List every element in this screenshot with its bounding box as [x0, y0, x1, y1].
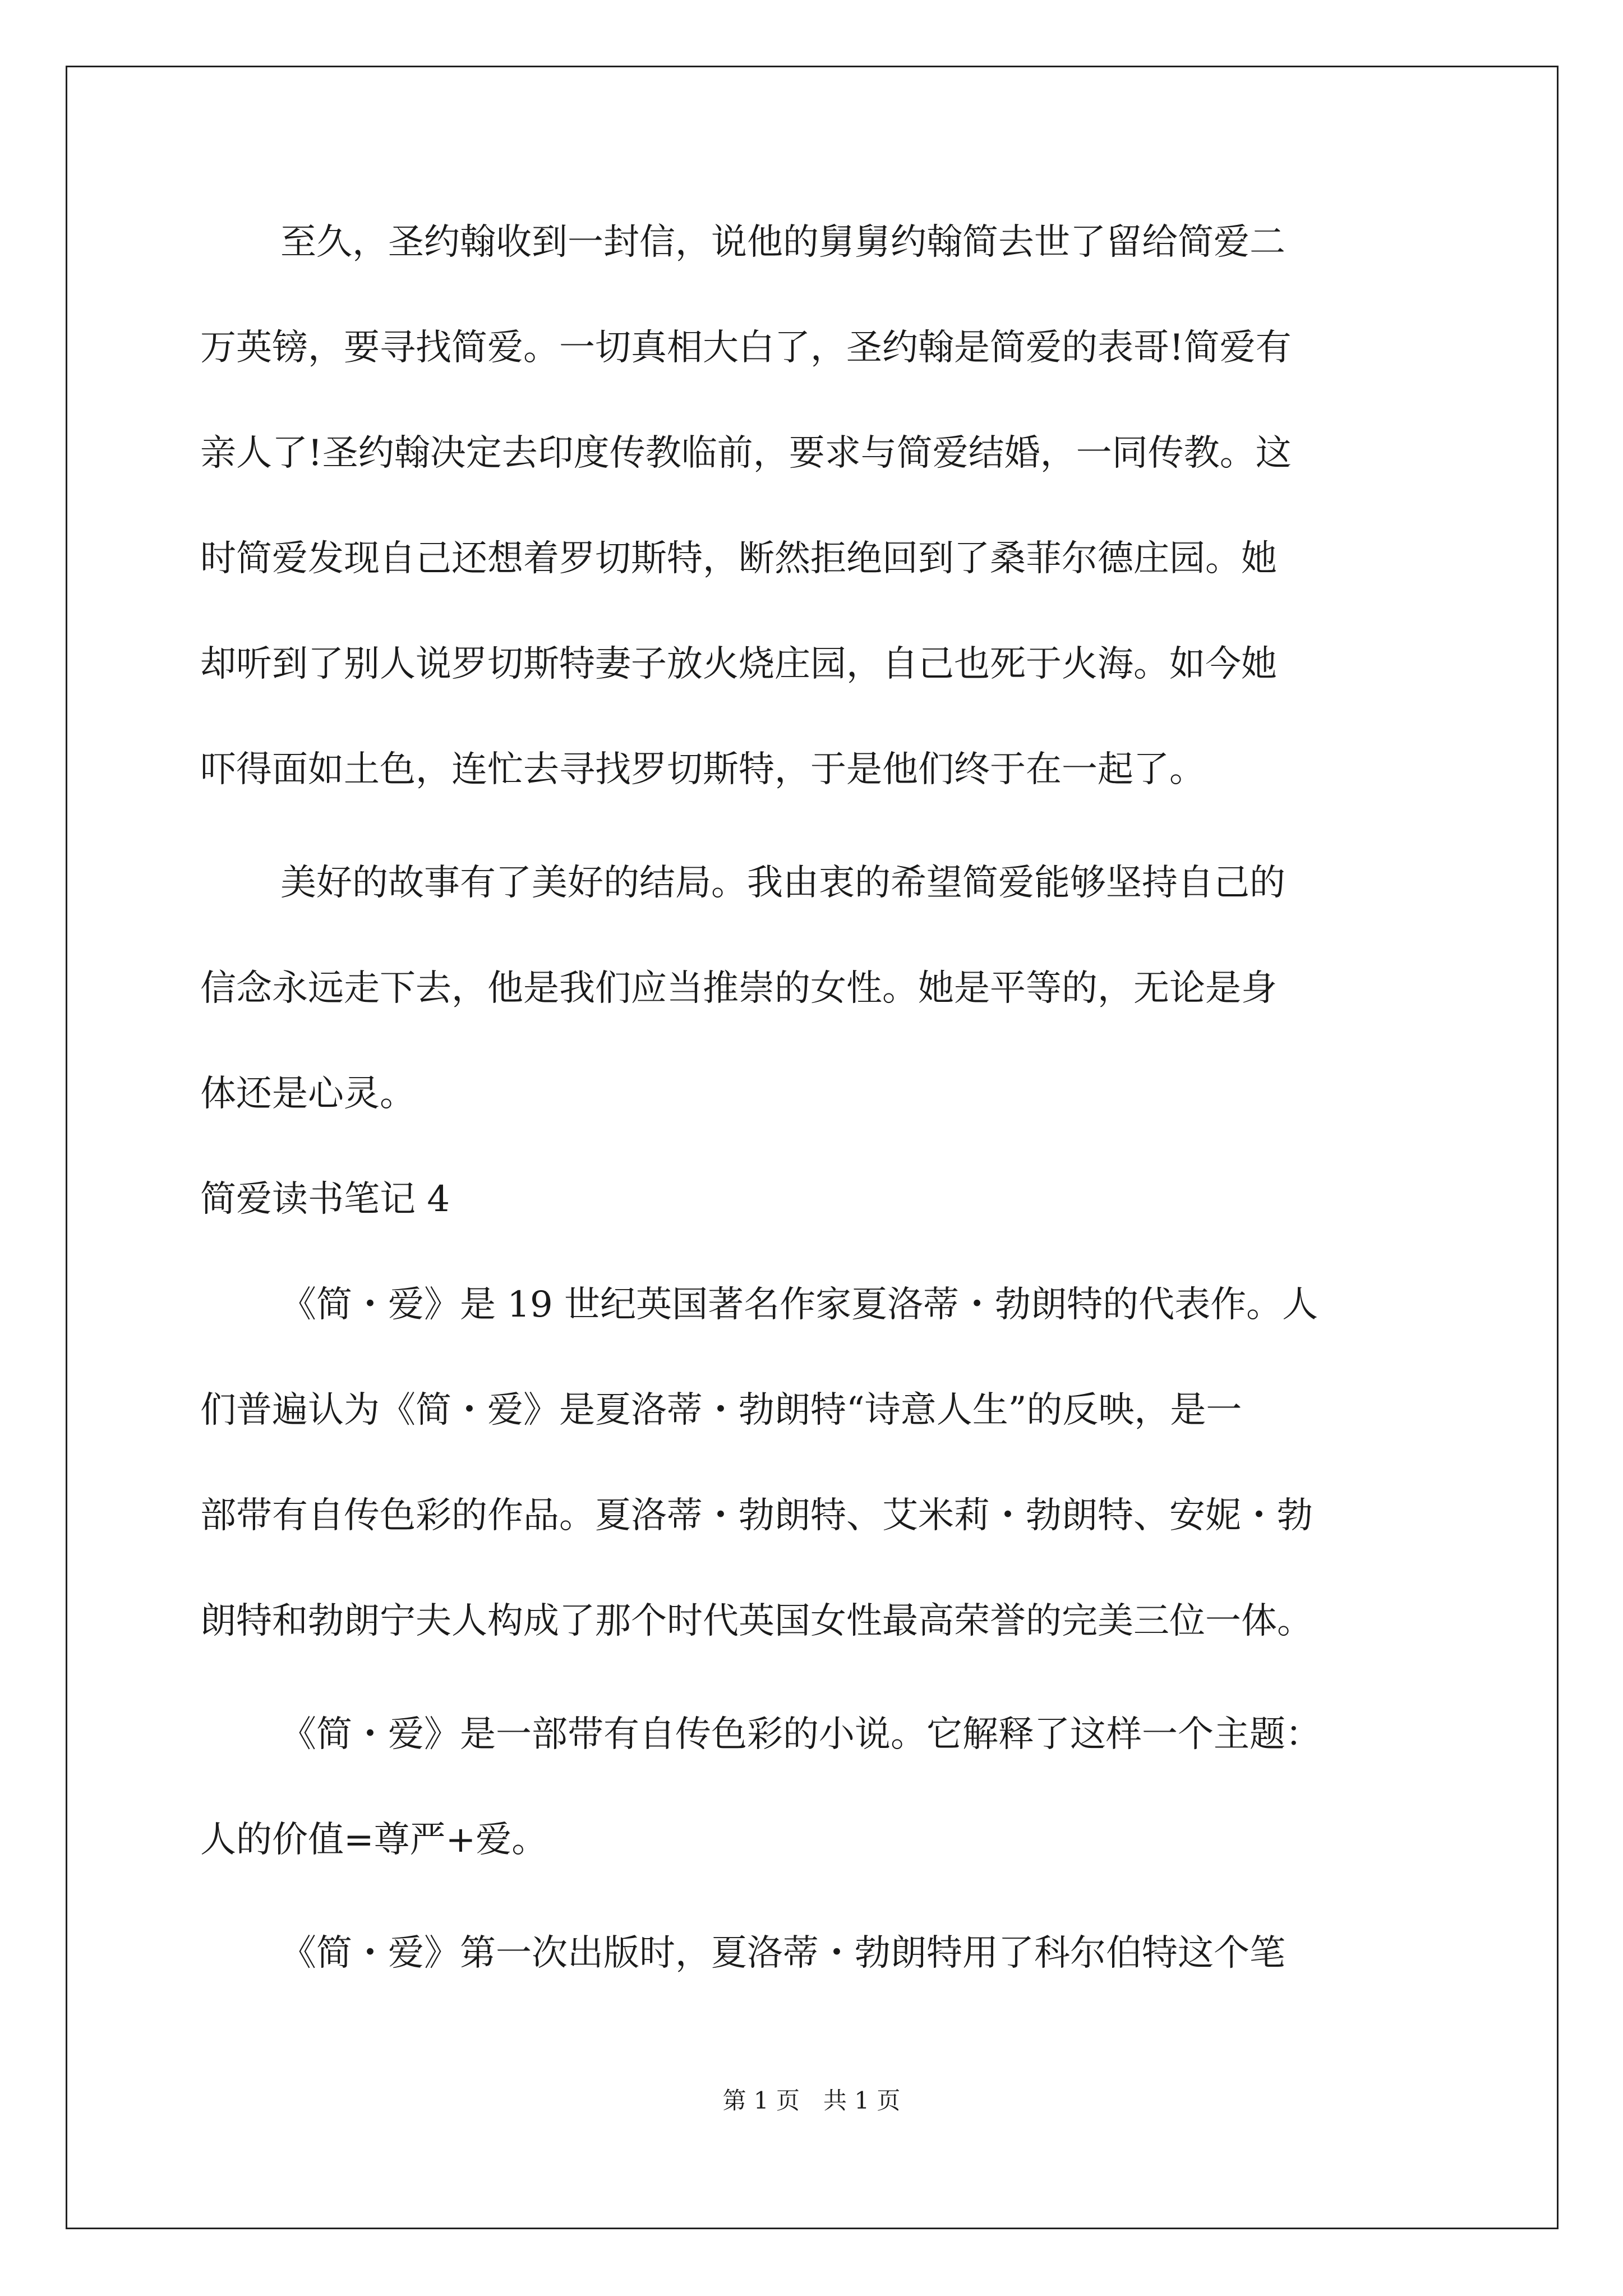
text-line: 美好的故事有了美好的结局。我由衷的希望简爱能够坚持自己的 — [280, 862, 1285, 904]
page-footer: 第 1 页 共 1 页 — [722, 2087, 901, 2114]
text-line: 朗特和勃朗宁夫人构成了那个时代英国女性最高荣誉的完美三位一体。 — [200, 1600, 1313, 1642]
text-line: 至久，圣约翰收到一封信，说他的舅舅约翰简去世了留给简爱二 — [280, 222, 1285, 263]
text-line: 吓得面如土色，连忙去寻找罗切斯特，于是他们终于在一起了。 — [200, 749, 1205, 790]
text-line: 亲人了!圣约翰决定去印度传教临前，要求与简爱结婚，一同传教。这 — [200, 432, 1292, 474]
text-line: 体还是心灵。 — [200, 1073, 416, 1115]
text-line: 部带有自传色彩的作品。夏洛蒂・勃朗特、艾米莉・勃朗特、安妮・勃 — [200, 1495, 1313, 1536]
text-line: 《简・爱》是 19 世纪英国著名作家夏洛蒂・勃朗特的代表作。人 — [280, 1284, 1318, 1326]
text-line: 们普遍认为《简・爱》是夏洛蒂・勃朗特“诗意人生”的反映，是一 — [200, 1389, 1242, 1431]
text-line: 却听到了别人说罗切斯特妻子放火烧庄园，自己也死于火海。如今她 — [200, 643, 1277, 685]
text-line: 人的价值=尊严+爱。 — [200, 1819, 548, 1861]
page-border — [66, 66, 1559, 2229]
text-line: 信念永远走下去，他是我们应当推崇的女性。她是平等的，无论是身 — [200, 968, 1277, 1009]
text-line: 《简・爱》是一部带有自传色彩的小说。它解释了这样一个主题： — [280, 1714, 1321, 1755]
text-line: 时简爱发现自己还想着罗切斯特，断然拒绝回到了桑菲尔德庄园。她 — [200, 538, 1277, 579]
text-line: 《简・爱》第一次出版时，夏洛蒂・勃朗特用了科尔伯特这个笔 — [280, 1932, 1285, 1974]
text-line: 万英镑，要寻找简爱。一切真相大白了，圣约翰是简爱的表哥!简爱有 — [200, 327, 1292, 369]
section-heading: 简爱读书笔记 4 — [200, 1179, 450, 1220]
